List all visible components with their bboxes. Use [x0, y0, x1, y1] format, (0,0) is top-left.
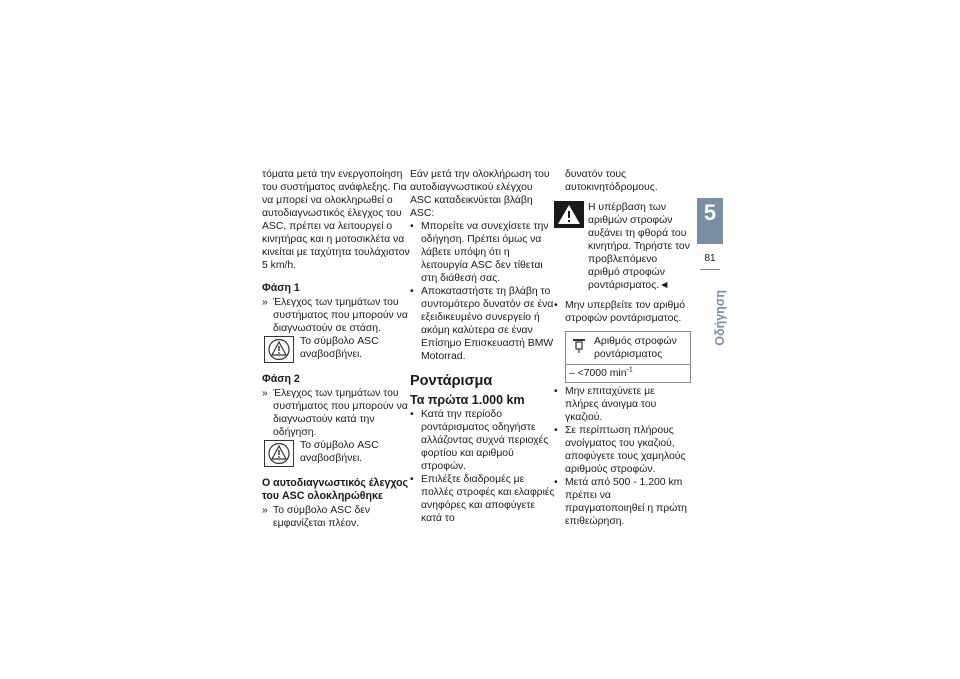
col1-intro: τόματα μετά την ενεργοποίηση του συστήματος ανάφλεξης. Για να μπορεί να ολοκληρωθεί ο αυτοδιαγνωστικός έλεγχος του ASC, πρέπει να λειτουργεί ο κινητήρας και η μοτοσικλέτα να κινείται με ταχύτητα τουλάχιστον 5 km/h. [262, 169, 410, 271]
phase1-item-text: Έλεγχος των τμημάτων του συστήματος που μπορούν να διαγνωστούν σε στάση. [273, 297, 408, 334]
list-item-text: Μπορείτε να συνεχίσετε την οδήγηση. Πρέπει όμως να λάβετε υπόψη ότι η λειτουργία ASC δεν τίθεται στη διάθεσή σας. [421, 221, 549, 284]
rpm-unit-exponent: -1 [626, 366, 633, 374]
col3-continue: δυνατόν τους αυτοκινητόδρομους. [565, 169, 658, 193]
warning-text: Η υπέρβαση των αριθμών στροφών αυξάνει τη φθορά του κινητήρα. Τηρήστε τον προβλεπόμενο αριθμό στροφών ροντάρισματος. [588, 202, 690, 291]
list-item [410, 220, 555, 285]
asc-done-item-text: Το σύμβολο ASC δεν εμφανίζεται πλέον. [273, 505, 371, 529]
bullet-marker: • [554, 386, 558, 397]
list-item [554, 476, 690, 528]
list-item [554, 424, 690, 476]
list-item-text: Κατά την περίοδο ροντάρισματος οδηγήστε αλλάζοντας συχνά περιοχές φορτίου και αριθμού στροφών. [421, 409, 549, 472]
list-item [554, 299, 690, 325]
phase2-heading: Φάση 2 [262, 373, 300, 385]
asc-done-item [262, 504, 412, 530]
list-item [554, 385, 690, 424]
phase2-item-text: Έλεγχος των τμημάτων του συστήματος που μπορούν να διαγνωστούν κατά την οδήγηση. [273, 388, 408, 438]
engine-icon [571, 336, 587, 354]
bullet-marker: • [410, 474, 414, 485]
list-item [410, 473, 555, 525]
phase1-asc-text: Το σύμβολο ASC αναβοσβήνει. [300, 336, 379, 360]
bullet-marker: • [410, 221, 414, 232]
column-3 [554, 168, 690, 528]
col2-intro: Εάν μετά την ολοκλήρωση του αυτοδιαγνωστικού ελέγχου ASC καταδεικνύεται βλάβη ASC: [410, 169, 550, 219]
phase1-heading: Φάση 1 [262, 282, 300, 294]
rpm-table-head [566, 332, 690, 365]
end-mark-icon: ◄ [659, 280, 670, 291]
page-number: 81 [704, 253, 716, 264]
list-item-text: Επιλέξτε διαδρομές με πολλές στροφές και ελαφριές ανηφόρες και αποφύγετε κατά το [421, 474, 555, 524]
arrow-marker: » [262, 505, 268, 516]
column-2 [410, 168, 555, 525]
list-item [410, 285, 555, 363]
arrow-marker: » [262, 297, 268, 308]
list-item-text: Μετά από 500 - 1.200 km πρέπει να πραγματοποιηθεί η πρώτη επιθεώρηση. [565, 477, 687, 527]
list-item-text: Σε περίπτωση πλήρους ανοίγματος του γκαζιού, αποφύγετε τους χαμηλούς αριθμούς στροφών. [565, 425, 686, 475]
bullet-marker: • [554, 477, 558, 488]
list-item [410, 408, 555, 473]
list-item-text: Αποκαταστήστε τη βλάβη το συντομότερο δυνατόν σε ένα εξειδικευμένο συνεργείο ή ακόμη καλύτερα σε έναν Επίσημο Επισκευαστή BMW Motorrad. [421, 286, 554, 362]
phase2-asc-text: Το σύμβολο ASC αναβοσβήνει. [300, 440, 379, 464]
asc-warning-icon [264, 336, 294, 363]
warning-triangle-icon [554, 201, 584, 228]
asc-warning-icon [264, 440, 294, 467]
chapter-number: 5 [703, 200, 717, 225]
chapter-label: Οδήγηση [713, 290, 727, 346]
bullet-marker: • [410, 409, 414, 420]
list-item-text: Μην επιταχύνετε με πλήρες άνοιγμα του γκαζιού. [565, 386, 657, 423]
column-1 [262, 168, 412, 530]
arrow-marker: » [262, 388, 268, 399]
list-item-text: Μην υπερβείτε τον αριθμό στροφών ροντάρισματος. [565, 300, 686, 324]
phase2-item [262, 387, 412, 439]
margin-rule [700, 269, 720, 270]
rpm-table [565, 331, 691, 383]
phase1-item [262, 296, 412, 335]
phase1-asc-row [264, 335, 412, 363]
rpm-value: – <7000 min [569, 368, 627, 379]
section-title: Ροντάρισμα [410, 373, 493, 389]
bullet-marker: • [410, 286, 414, 297]
sub-title: Τα πρώτα 1.000 km [410, 393, 525, 407]
asc-done-heading: Ο αυτοδιαγνωστικός έλεγχος του ASC ολοκληρώθηκε [262, 477, 409, 502]
phase2-asc-row [264, 439, 412, 467]
bullet-marker: • [554, 300, 558, 311]
rpm-table-head-text: Αριθμός στροφών ροντάρισματος [594, 336, 677, 360]
bullet-marker: • [554, 425, 558, 436]
warning-block [554, 201, 690, 292]
rpm-table-value [566, 365, 690, 382]
